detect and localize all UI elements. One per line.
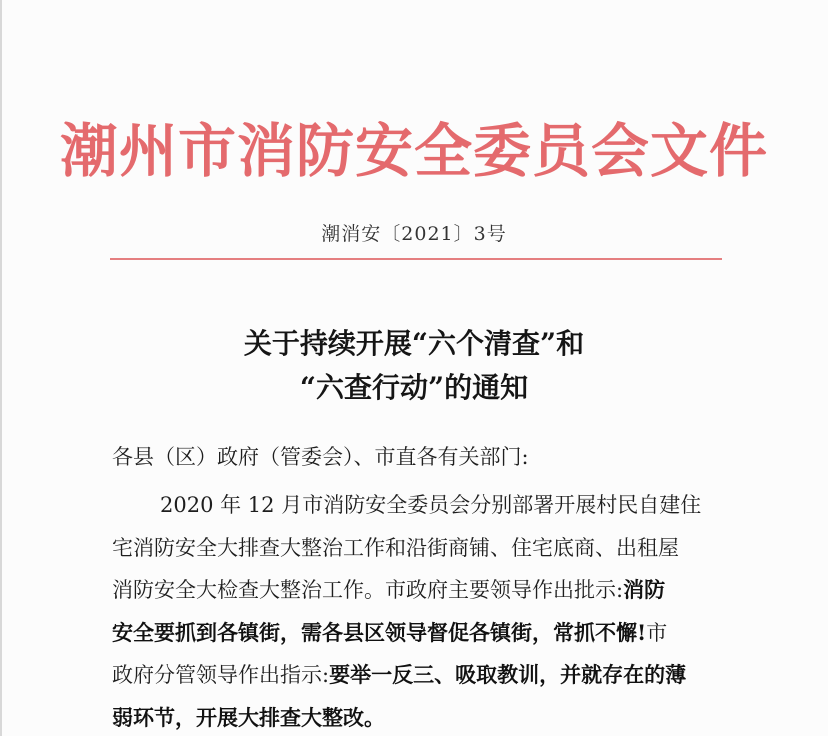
notice-title-line-2: “六查行动”的通知: [299, 371, 529, 404]
body-line-3-normal: 消防安全大检查大整治工作。市政府主要领导作出批示:: [112, 578, 624, 602]
notice-title: [0, 322, 828, 410]
body-line-1: 2020 年 12 月市消防安全委员会分别部署开展村民自建住: [160, 493, 702, 517]
body-line-3: [112, 569, 724, 612]
body-line-2: 宅消防安全大排查大整治工作和沿街商铺、住宅底商、出租屋: [112, 535, 679, 560]
document-header-title: 潮州市消防安全委员会文件: [59, 117, 768, 185]
body-line-5-normal: 政府分管领导作出指示:: [112, 663, 330, 687]
addressee: 各县（区）政府（管委会）、市直各有关部门:: [112, 445, 529, 469]
notice-title-line-1: 关于持续开展“六个清查”和: [243, 327, 585, 360]
body-line-5: [112, 654, 724, 697]
body-line-6: [112, 697, 724, 736]
red-divider-line: [110, 258, 722, 260]
body-line-4-normal: 市: [646, 620, 668, 645]
body-line-4: [112, 612, 724, 655]
body-line-4-bold: 安全要抓到各镇街，需各县区领导督促各镇街，常抓不懈!: [112, 619, 647, 645]
document-number: 潮消安〔2021〕3号: [321, 223, 507, 245]
body-line-6-bold: 弱环节，开展大排查大整改。: [112, 704, 385, 730]
body-line-5-bold: 要举一反三、吸取教训，并就存在的薄: [329, 662, 687, 687]
body-text: [112, 484, 724, 736]
body-line-3-bold: 消防: [623, 577, 666, 602]
